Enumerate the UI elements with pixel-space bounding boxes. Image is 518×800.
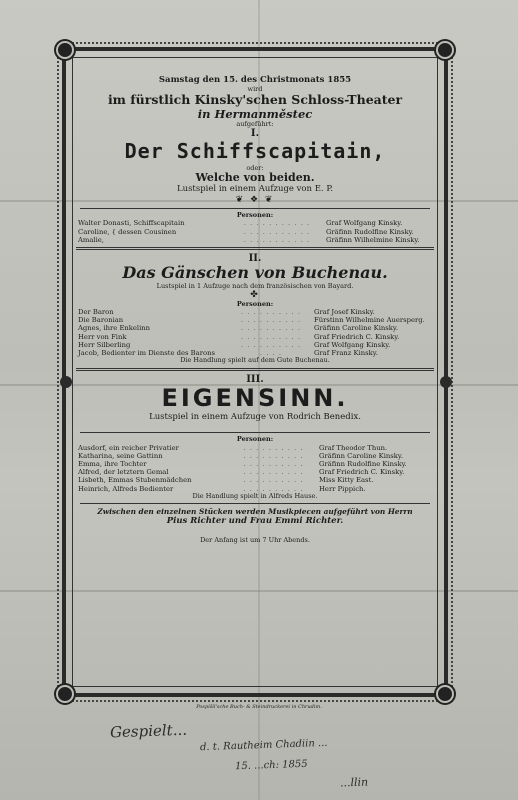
play1-oder: oder: (246, 163, 264, 172)
cast-actor: Gräfinn Rudolfine Kinsky. (326, 227, 414, 236)
cast-row: Ausdorf, ein reicher Privatier . . . . . . . . . . Graf Theodor Thun. (76, 444, 434, 452)
corner-ornament-icon (56, 41, 74, 59)
play2-personen: Personen: (236, 299, 274, 308)
play3-desc: Lustspiel in einem Aufzuge von Rodrich Benedix. (149, 411, 361, 422)
cast-role: Jacob, Bedienter im Dienste des Barons (78, 348, 215, 357)
cast-actor: Graf Friedrich C. Kinsky. (314, 332, 400, 341)
cast-actor: Graf Franz Kinsky. (314, 348, 378, 357)
cast-role: Agnes, ihre Enkelinn (78, 324, 151, 333)
cast-role: Herr Silberling (78, 340, 131, 349)
cast-actor: Graf Josef Kinsky. (314, 308, 375, 317)
cousinen-note: dessen Cousinen (118, 227, 177, 236)
handwritten-note: Gespielt... (109, 720, 188, 742)
wird-text: wird (247, 84, 263, 93)
cast-row: Caroline, { dessen Cousinen . . . . . . . . . . . Gräfinn Rudolfine Kinsky. (76, 228, 434, 236)
play3-personen: Personen: (236, 435, 274, 444)
divider-ornament-icon: ❦ ❖ ❦ (235, 194, 275, 205)
cast-role: Walter Donasti, Schiffscapitain (78, 219, 185, 228)
cast-actor: Gräfinn Rudolfine Kinsky. (319, 460, 407, 469)
cast-role: Amalie, (78, 235, 104, 244)
cast-actor: Graf Wolfgang Kinsky. (326, 219, 403, 228)
handwritten-note: 15. ...ch: 1855 (234, 758, 308, 773)
play1-title: Der Schiffscapitain, (124, 138, 386, 163)
cast-row: Katharina, seine Gattinn . . . . . . . . . . Gräfinn Caroline Kinsky. (76, 452, 434, 460)
aufgefuehrt-text: aufgeführt: (236, 119, 274, 128)
music-line-1: Zwischen den einzelnen Stücken werden Musikpiecen aufgeführt von Herrn (97, 507, 413, 517)
date-line: Samstag den 15. des Christmonats 1855 (158, 75, 352, 85)
side-ornament-icon (60, 376, 72, 388)
cast-actor: Graf Theodor Thun. (319, 443, 388, 452)
play2-handlung: Die Handlung spielt auf dem Gute Buchenau. (180, 356, 330, 365)
cast-row: Emma, ihre Tochter . . . . . . . . . . Gräfinn Rudolfine Kinsky. (76, 460, 434, 468)
play3-number: III. (246, 373, 264, 385)
cast-role: Katharina, seine Gattinn (78, 452, 163, 461)
play3-handlung: Die Handlung spielt in Alfreds Hause. (192, 491, 318, 500)
corner-ornament-icon (436, 685, 454, 703)
cast-role: Der Baron (78, 308, 114, 317)
cast-row: Der Baron . . . . . . . . . . Graf Josef Kinsky. (76, 308, 434, 316)
playbill-content (76, 60, 434, 544)
cast-row: Amalie, . . . . . . . . . . . Gräfinn Wilhelmine Kinsky. (76, 236, 434, 244)
play3-cast-list (76, 444, 434, 493)
play2-number: II. (248, 252, 262, 264)
cast-role: Heinrich, Alfreds Bedienter (78, 484, 174, 493)
corner-ornament-icon (56, 685, 74, 703)
play2-title: Das Gänschen von Buchenau. (122, 263, 388, 283)
cast-row: Herr Silberling . . . . . . . . . . Graf Wolfgang Kinsky. (76, 341, 434, 349)
cast-row: Herr von Fink . . . . . . . . . . Graf Friedrich C. Kinsky. (76, 333, 434, 341)
cast-role: Caroline, (78, 227, 110, 236)
cast-row: Jacob, Bedienter im Dienste des Barons . . . . Graf Franz Kinsky. (76, 349, 434, 357)
cast-actor: Graf Friedrich C. Kinsky. (319, 468, 405, 477)
cast-role: Herr von Fink (78, 332, 127, 341)
cast-actor: Gräfinn Wilhelmine Kinsky. (326, 235, 420, 244)
handwritten-note: d. t. Rautheim Chadiin ... (199, 737, 328, 754)
cast-actor: Fürstinn Wilhelmine Auersperg. (314, 316, 425, 325)
start-time: Der Anfang ist um 7 Uhr Abends. (200, 535, 310, 544)
side-ornament-icon (440, 376, 452, 388)
printer-imprint: Pospíšil'sche Buch- & Steindruckerei in Chrudim. (196, 704, 322, 710)
cast-actor: Herr Pippich. (319, 484, 366, 493)
handwritten-signature: ...llin (339, 775, 369, 790)
play1-cast-list (76, 219, 434, 243)
cast-row: Agnes, ihre Enkelinn . . . . . . . . . . Gräfinn Caroline Kinsky. (76, 324, 434, 332)
music-line-2: Pius Richter und Frau Emmi Richter. (166, 515, 344, 526)
play1-desc: Lustspiel in einem Aufzuge von E. P. (176, 183, 334, 194)
cast-row: Walter Donasti, Schiffscapitain . . . . . . . . . . . Graf Wolfgang Kinsky. (76, 219, 434, 227)
cast-actor: Miss Kitty East. (319, 476, 374, 485)
cast-actor: Graf Wolfgang Kinsky. (314, 340, 391, 349)
cast-row: Die Baronian . . . . . . . . . . Fürstinn Wilhelmine Auersperg. (76, 316, 434, 324)
cast-actor: Gräfinn Caroline Kinsky. (319, 452, 404, 461)
corner-ornament-icon (436, 41, 454, 59)
divider-ornament-icon: ✤ (250, 290, 260, 301)
play1-personen: Personen: (236, 211, 274, 220)
cast-row: Lisbeth, Emmas Stubenmädchen . . . . . . . . . . Miss Kitty East. (76, 476, 434, 484)
play2-desc: Lustspiel in 1 Aufzuge nach dem französischen von Bayard. (156, 281, 354, 290)
cast-role: Alfred, der letztern Gemal (78, 468, 169, 477)
play1-subtitle: Welche von beiden. (195, 171, 315, 185)
cast-actor: Gräfinn Caroline Kinsky. (314, 324, 399, 333)
play3-title: EIGENSINN. (161, 384, 349, 413)
cast-role: Lisbeth, Emmas Stubenmädchen (78, 476, 192, 485)
cast-role: Ausdorf, ein reicher Privatier (78, 443, 179, 452)
theater-line: im fürstlich Kinsky'schen Schloss-Theater (107, 92, 403, 108)
cast-row: Alfred, der letztern Gemal . . . . . . . . . . Graf Friedrich C. Kinsky. (76, 468, 434, 476)
play2-cast-list (76, 308, 434, 357)
play1-number: I. (250, 128, 260, 140)
cast-role: Die Baronian (78, 316, 124, 325)
cast-role: Emma, ihre Tochter (78, 460, 147, 469)
cast-row: Heinrich, Alfreds Bedienter . . . . . . . . . . Herr Pippich. (76, 485, 434, 493)
place-line: in Hermanměstec (197, 106, 313, 121)
